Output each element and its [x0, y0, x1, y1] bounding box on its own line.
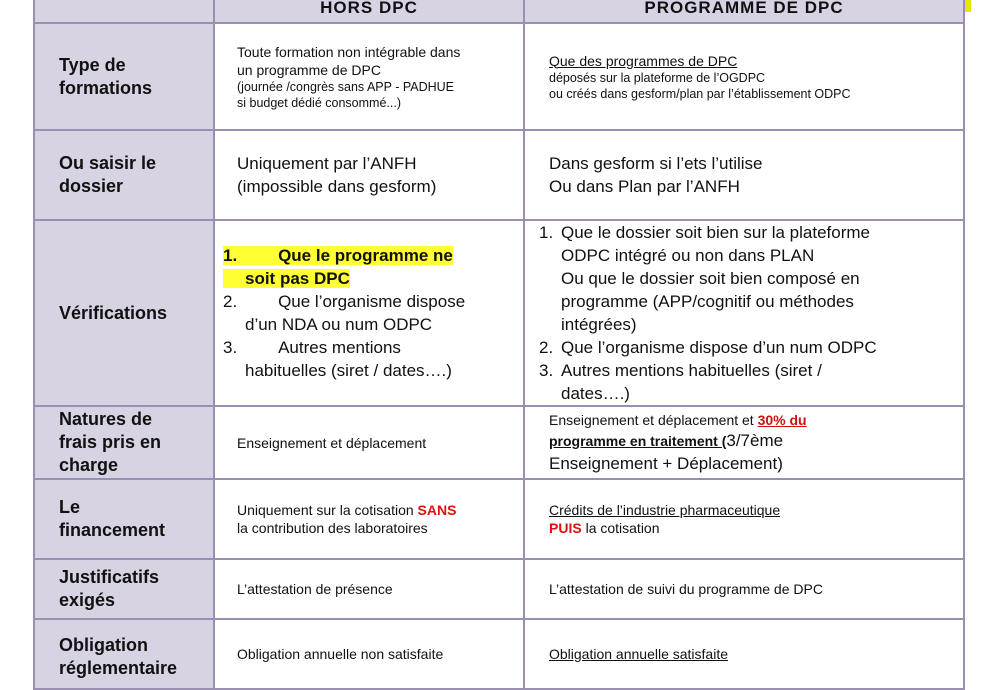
- verif-hors-item-3: 3. Autres mentions habituelles (siret / dates….): [223, 338, 452, 380]
- cell-dpc-saisir: Dans gesform si l’ets l’utilise Ou dans Plan par l’ANFH: [524, 130, 964, 220]
- cell-hors-verif: [214, 220, 524, 406]
- cell-dpc-financement: Crédits de l’industrie pharmaceutique PUIS la cotisation: [524, 479, 964, 559]
- comparison-table: [33, 0, 965, 690]
- table-row: [34, 619, 964, 689]
- table-row: [34, 130, 964, 220]
- header-programme-dpc: PROGRAMME DE DPC: [524, 0, 964, 23]
- verif-dpc-item-2: 2. Que l’organisme dispose d’un num ODPC: [539, 338, 877, 357]
- cell-hors-obligation: Obligation annuelle non satisfaite: [214, 619, 524, 689]
- row-label-type-formations: Type de formations: [34, 23, 214, 130]
- row-label-verifications: Vérifications: [34, 220, 214, 406]
- table-row: [34, 479, 964, 559]
- header-empty-cell: [34, 0, 214, 23]
- table-row: [34, 23, 964, 130]
- row-label-obligation: Obligation réglementaire: [34, 619, 214, 689]
- header-hors-dpc: HORS DPC: [214, 0, 524, 23]
- verif-dpc-item-3: 3. Autres mentions habituelles (siret / dates….): [539, 361, 822, 403]
- table-row: [34, 406, 964, 479]
- cell-dpc-frais: Enseignement et déplacement et 30% du programme en traitement (3/7ème Enseignement + Déplacement): [524, 406, 964, 479]
- row-label-natures-frais: Natures de frais pris en charge: [34, 406, 214, 479]
- verif-dpc-item-1: 1. Que le dossier soit bien sur la plateforme ODPC intégré ou non dans PLAN Ou que le dossier soit bien composé en programme (APP/cognitif ou méthodes intégrées): [539, 223, 870, 334]
- row-label-financement: Le financement: [34, 479, 214, 559]
- cell-dpc-type: Que des programmes de DPC déposés sur la plateforme de l’OGDPC ou créés dans gesform/plan par l’établissement ODPC: [524, 23, 964, 130]
- verif-hors-item-1: 1. Que le programme ne soit pas DPC: [223, 246, 453, 288]
- table-header-row: [34, 0, 964, 23]
- row-label-saisir-dossier: Ou saisir le dossier: [34, 130, 214, 220]
- cell-hors-financement: Uniquement sur la cotisation SANS la contribution des laboratoires: [214, 479, 524, 559]
- cell-hors-saisir: Uniquement par l’ANFH (impossible dans gesform): [214, 130, 524, 220]
- cell-dpc-verif: [524, 220, 964, 406]
- verif-hors-item-2: 2. Que l’organisme dispose d’un NDA ou num ODPC: [223, 292, 466, 334]
- table-row: [34, 220, 964, 406]
- cell-hors-frais: Enseignement et déplacement: [214, 406, 524, 479]
- row-label-justificatifs: Justificatifs exigés: [34, 559, 214, 619]
- cell-dpc-justificatifs: L’attestation de suivi du programme de DPC: [524, 559, 964, 619]
- cell-hors-justificatifs: L’attestation de présence: [214, 559, 524, 619]
- cell-dpc-obligation: Obligation annuelle satisfaite: [524, 619, 964, 689]
- table-row: [34, 559, 964, 619]
- cell-hors-type: Toute formation non intégrable dans un programme de DPC (journée /congrès sans APP - PADHUE si budget dédié consommé...): [214, 23, 524, 130]
